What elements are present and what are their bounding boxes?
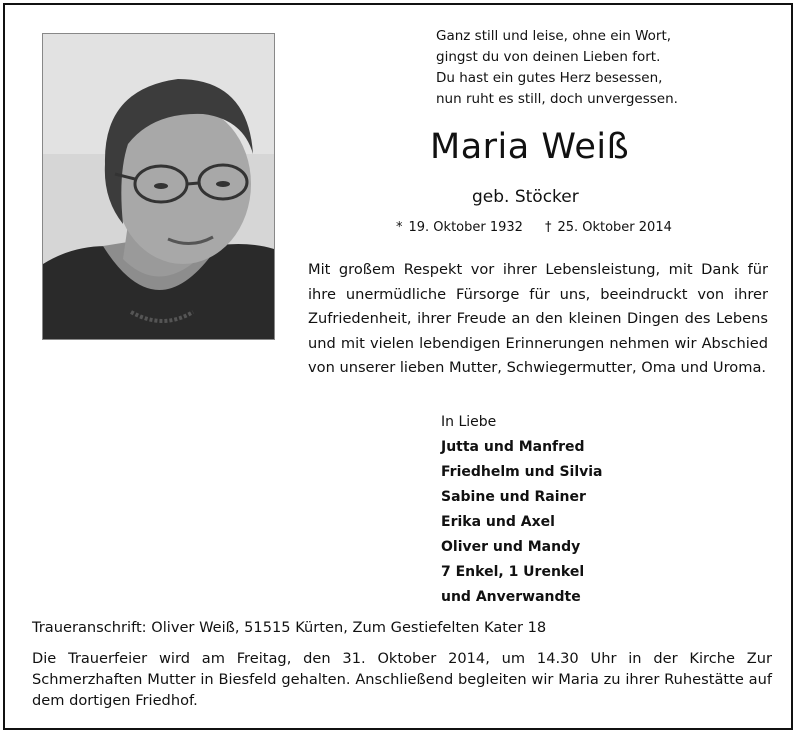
tribute-text: Mit großem Respekt vor ihrer Lebensleistung, mit Dank für ihre unermüdliche Fürsorge für uns, beeindruckt von ihrer Zufriedenheit, ihrer Freude an den kleinen Dingen des Lebens und mit vielen lebendigen Erinnerungen nehmen wir Abschied von unserer lieben Mutter, Schwiegermutter, Oma und Uroma. — [308, 261, 768, 376]
birth-name: geb. Stöcker — [472, 187, 579, 207]
mourners-list — [441, 410, 603, 610]
death-cross-icon: † — [544, 220, 552, 235]
birth-date: 19. Oktober 1932 — [408, 220, 523, 235]
funeral-service-info: Die Trauerfeier wird am Freitag, den 31. Oktober 2014, um 14.30 Uhr in der Kirche Zur Schmerzhaften Mutter in Biesfeld gehalten. Anschließend begleiten wir Maria zu ihrer Ruhestätte auf dem dortigen Friedhof. — [32, 650, 772, 709]
mourner-name: 7 Enkel, 1 Urenkel — [441, 564, 585, 580]
poem-line: nun ruht es still, doch unvergessen. — [436, 91, 678, 107]
mourners-intro: In Liebe — [441, 414, 497, 430]
mourner-name: Sabine und Rainer — [441, 489, 586, 505]
poem-line: Du hast ein gutes Herz besessen, — [436, 70, 663, 86]
mourner-name: Friedhelm und Silvia — [441, 464, 603, 480]
birth-star-icon: * — [396, 220, 403, 235]
poem-line: gingst du von deinen Lieben fort. — [436, 49, 661, 65]
mourner-name: Oliver und Mandy — [441, 539, 581, 555]
mourner-name: und Anverwandte — [441, 589, 581, 605]
poem-line: Ganz still und leise, ohne ein Wort, — [436, 28, 672, 44]
death-date: 25. Oktober 2014 — [557, 220, 672, 235]
mourning-address: Traueranschrift: Oliver Weiß, 51515 Kürten, Zum Gestiefelten Kater 18 — [32, 619, 547, 636]
deceased-name: Maria Weiß — [430, 127, 630, 167]
mourner-name: Jutta und Manfred — [441, 439, 585, 455]
memorial-poem — [436, 26, 756, 110]
mourner-name: Erika und Axel — [441, 514, 555, 530]
portrait-photo — [42, 33, 275, 340]
life-dates — [396, 220, 672, 235]
